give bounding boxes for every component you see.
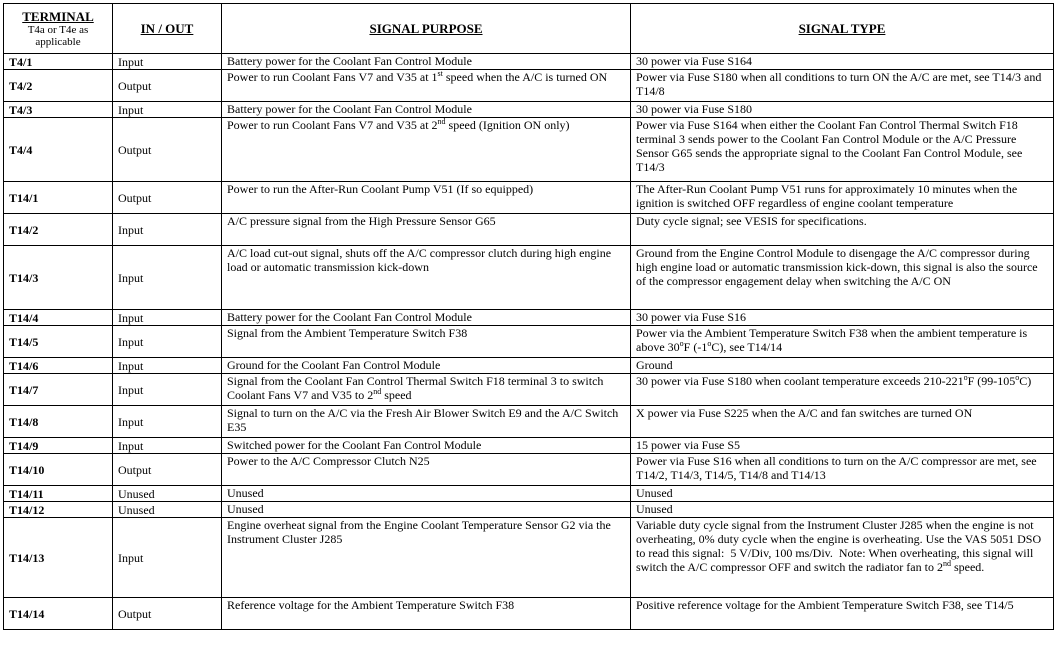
signal-purpose-cell: Signal from the Coolant Fan Control Thermal Switch F18 terminal 3 to switch Coolant Fans V7 and V35 to 2nd speed <box>222 374 631 406</box>
signal-type-cell: Unused <box>631 486 1054 502</box>
signal-type-cell: The After-Run Coolant Pump V51 runs for approximately 10 minutes when the ignition is switched OFF regardless of engine coolant temperature <box>631 182 1054 214</box>
terminal-cell: T14/5 <box>4 326 113 358</box>
signal-type-cell: Power via the Ambient Temperature Switch F38 when the ambient temperature is above 30$^o$F (-1$^o$C), see T14/14 <box>631 326 1054 358</box>
table-header-row <box>4 4 1054 54</box>
signal-type-cell: 30 power via Fuse S180 <box>631 102 1054 118</box>
header-terminal-label: TERMINAL <box>22 8 94 24</box>
terminal-cell: T14/2 <box>4 214 113 246</box>
terminal-cell: T14/7 <box>4 374 113 406</box>
table-row <box>4 406 1054 438</box>
table-row <box>4 102 1054 118</box>
in-out-cell: Input <box>113 518 222 598</box>
terminal-cell: T14/14 <box>4 598 113 630</box>
signal-type-cell: Positive reference voltage for the Ambient Temperature Switch F38, see T14/5 <box>631 598 1054 630</box>
in-out-cell: Output <box>113 182 222 214</box>
signal-purpose-cell: Power to the A/C Compressor Clutch N25 <box>222 454 631 486</box>
table-row <box>4 358 1054 374</box>
table-row <box>4 374 1054 406</box>
signal-type-cell: Unused <box>631 502 1054 518</box>
signal-type-cell: Ground from the Engine Control Module to disengage the A/C compressor during high engine load or automatic transmission kick-down, this signal is also the source of the compressor engagement delay when switching the A/C ON <box>631 246 1054 310</box>
table-row <box>4 214 1054 246</box>
table-row <box>4 454 1054 486</box>
table-row <box>4 54 1054 70</box>
table-row <box>4 598 1054 630</box>
signal-purpose-cell: Battery power for the Coolant Fan Control Module <box>222 310 631 326</box>
terminal-cell: T4/2 <box>4 70 113 102</box>
table-row <box>4 326 1054 358</box>
terminal-cell: T14/1 <box>4 182 113 214</box>
in-out-cell: Output <box>113 454 222 486</box>
table-row <box>4 118 1054 182</box>
signal-purpose-cell: Signal from the Ambient Temperature Switch F38 <box>222 326 631 358</box>
in-out-cell: Input <box>113 246 222 310</box>
signal-purpose-cell: Switched power for the Coolant Fan Control Module <box>222 438 631 454</box>
header-terminal-sublabel: T4a or T4e as applicable <box>27 23 89 48</box>
in-out-cell: Input <box>113 358 222 374</box>
signal-type-cell: 15 power via Fuse S5 <box>631 438 1054 454</box>
header-terminal <box>4 4 113 54</box>
terminal-cell: T14/3 <box>4 246 113 310</box>
terminal-cell: T14/13 <box>4 518 113 598</box>
in-out-cell: Input <box>113 326 222 358</box>
header-in-out <box>113 4 222 54</box>
terminal-cell: T14/12 <box>4 502 113 518</box>
header-signal-purpose-label: SIGNAL PURPOSE <box>369 20 483 36</box>
signal-type-cell: Power via Fuse S180 when all conditions to turn ON the A/C are met, see T14/3 and T14/8 <box>631 70 1054 102</box>
terminal-cell: T4/1 <box>4 54 113 70</box>
in-out-cell: Unused <box>113 486 222 502</box>
in-out-cell: Output <box>113 70 222 102</box>
signal-purpose-cell: Battery power for the Coolant Fan Control Module <box>222 102 631 118</box>
terminal-cell: T14/4 <box>4 310 113 326</box>
signal-purpose-cell: Engine overheat signal from the Engine Coolant Temperature Sensor G2 via the Instrument Cluster J285 <box>222 518 631 598</box>
signal-type-cell: Duty cycle signal; see VESIS for specifications. <box>631 214 1054 246</box>
signal-type-cell: 30 power via Fuse S16 <box>631 310 1054 326</box>
table-row <box>4 438 1054 454</box>
signal-type-cell: Variable duty cycle signal from the Instrument Cluster J285 when the engine is not overheating, 0% duty cycle when the engine is overheating. Use the VAS 5051 DSO to read this signal: 5 V/Div, 100 ms/Div. Note: When overheating, this signal will switch the A/C compressor OFF and switch the radiator fan to 2nd speed. <box>631 518 1054 598</box>
signal-purpose-cell: A/C load cut-out signal, shuts off the A/C compressor clutch during high engine load or automatic transmission kick-down <box>222 246 631 310</box>
signal-purpose-cell: Ground for the Coolant Fan Control Module <box>222 358 631 374</box>
in-out-cell: Input <box>113 102 222 118</box>
terminal-cell: T4/3 <box>4 102 113 118</box>
in-out-cell: Output <box>113 118 222 182</box>
table-row <box>4 518 1054 598</box>
terminal-cell: T14/11 <box>4 486 113 502</box>
signal-type-cell: Ground <box>631 358 1054 374</box>
signal-purpose-cell: Power to run Coolant Fans V7 and V35 at 2nd speed (Ignition ON only) <box>222 118 631 182</box>
signal-type-cell: X power via Fuse S225 when the A/C and fan switches are turned ON <box>631 406 1054 438</box>
terminal-cell: T4/4 <box>4 118 113 182</box>
signal-type-cell: 30 power via Fuse S180 when coolant temperature exceeds 210-221$^o$F (99-105$^o$C) <box>631 374 1054 406</box>
signal-purpose-cell: Power to run Coolant Fans V7 and V35 at 1st speed when the A/C is turned ON <box>222 70 631 102</box>
signal-purpose-cell: Power to run the After-Run Coolant Pump V51 (If so equipped) <box>222 182 631 214</box>
in-out-cell: Input <box>113 310 222 326</box>
in-out-cell: Input <box>113 438 222 454</box>
terminal-cell: T14/8 <box>4 406 113 438</box>
in-out-cell: Unused <box>113 502 222 518</box>
table-row <box>4 182 1054 214</box>
in-out-cell: Input <box>113 406 222 438</box>
signal-type-cell: Power via Fuse S16 when all conditions to turn on the A/C compressor are met, see T14/2, T14/3, T14/5, T14/8 and T14/13 <box>631 454 1054 486</box>
terminal-cell: T14/10 <box>4 454 113 486</box>
signal-table-container <box>3 3 1054 630</box>
table-row <box>4 70 1054 102</box>
table-row <box>4 486 1054 502</box>
header-signal-purpose <box>222 4 631 54</box>
terminal-cell: T14/6 <box>4 358 113 374</box>
in-out-cell: Input <box>113 374 222 406</box>
signal-purpose-cell: Unused <box>222 486 631 502</box>
signal-purpose-cell: Reference voltage for the Ambient Temperature Switch F38 <box>222 598 631 630</box>
table-row <box>4 310 1054 326</box>
in-out-cell: Input <box>113 214 222 246</box>
signal-type-cell: Power via Fuse S164 when either the Coolant Fan Control Thermal Switch F18 terminal 3 sends power to the Coolant Fan Control Module or the A/C Pressure Sensor G65 sends the appropriate signal to the Coolant Fan Control Module, see T14/3 <box>631 118 1054 182</box>
signal-purpose-cell: Battery power for the Coolant Fan Control Module <box>222 54 631 70</box>
header-signal-type <box>631 4 1054 54</box>
signal-purpose-cell: Unused <box>222 502 631 518</box>
header-in-out-label: IN / OUT <box>140 20 194 36</box>
signal-purpose-cell: A/C pressure signal from the High Pressure Sensor G65 <box>222 214 631 246</box>
table-body <box>4 54 1054 630</box>
signal-type-cell: 30 power via Fuse S164 <box>631 54 1054 70</box>
header-signal-type-label: SIGNAL TYPE <box>798 20 886 36</box>
table-row <box>4 502 1054 518</box>
signal-purpose-cell: Signal to turn on the A/C via the Fresh Air Blower Switch E9 and the A/C Switch E35 <box>222 406 631 438</box>
terminal-cell: T14/9 <box>4 438 113 454</box>
in-out-cell: Output <box>113 598 222 630</box>
in-out-cell: Input <box>113 54 222 70</box>
terminal-signal-table <box>3 3 1054 630</box>
table-row <box>4 246 1054 310</box>
